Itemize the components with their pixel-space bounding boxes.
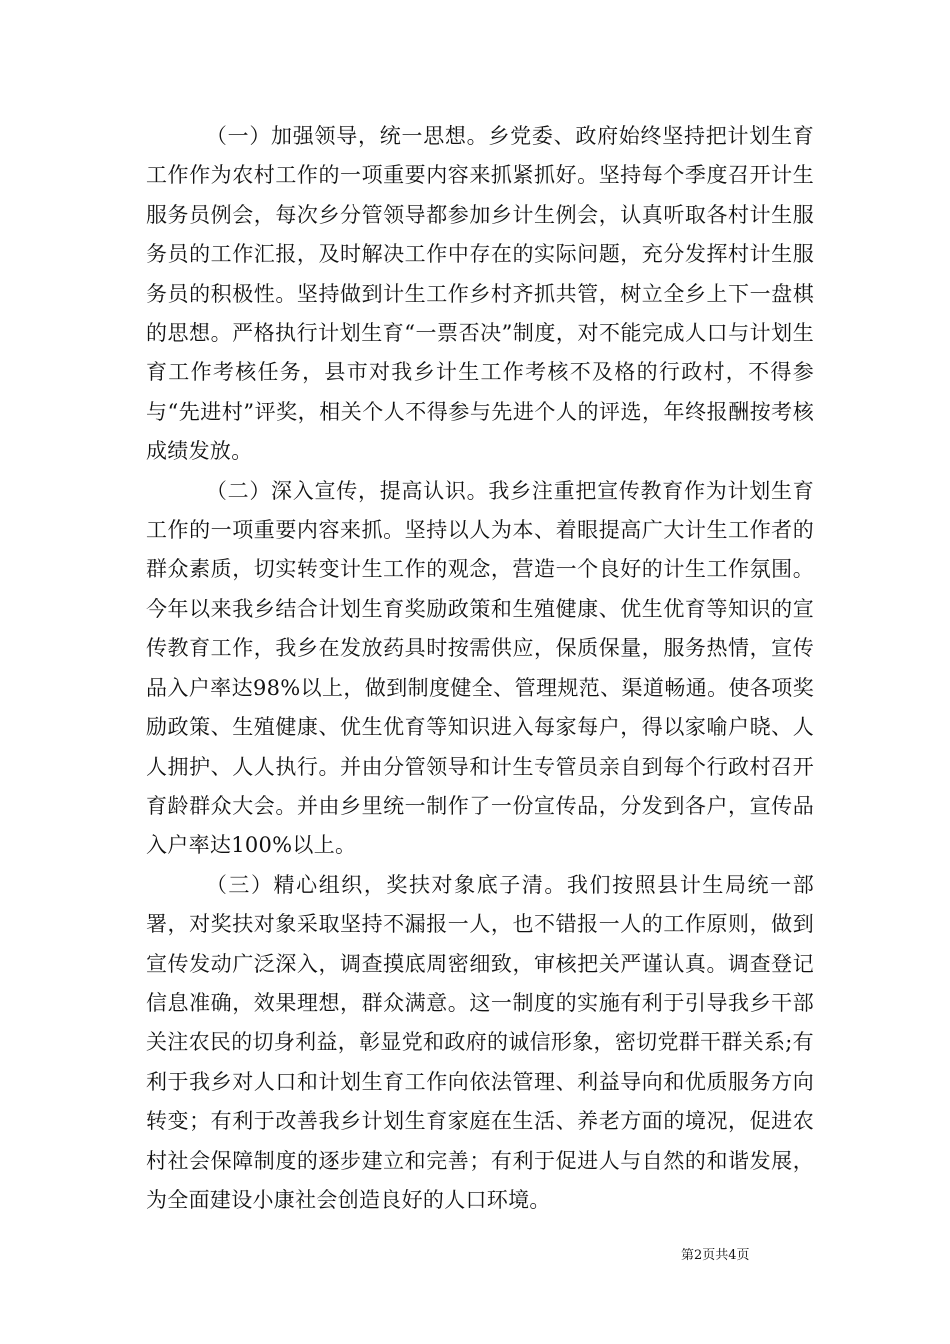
document-body	[146, 117, 814, 1220]
paragraph-3: （三）精心组织，奖扶对象底子清。我们按照县计生局统一部署，对奖扶对象采取坚持不漏报一人，也不错报一人的工作原则，做到宣传发动广泛深入，调查摸底周密细致，审核把关严谨认真。调查登记信息准确，效果理想，群众满意。这一制度的实施有利于引导我乡干部关注农民的切身利益，彰显党和政府的诚信形象，密切党群干群关系;有利于我乡对人口和计划生育工作向依法管理、利益导向和优质服务方向转变；有利于改善我乡计划生育家庭在生活、养老方面的境况，促进农村社会保障制度的逐步建立和完善；有利于促进人与自然的和谐发展，为全面建设小康社会创造良好的人口环境。	[146, 872, 814, 1212]
paragraph-2: （二）深入宣传，提高认识。我乡注重把宣传教育作为计划生育工作的一项重要内容来抓。坚持以人为本、着眼提高广大计生工作者的群众素质，切实转变计生工作的观念，营造一个良好的计生工作氛围。今年以来我乡结合计划生育奖励政策和生殖健康、优生优育等知识的宣传教育工作，我乡在发放药具时按需供应，保质保量，服务热情，宣传品入户率达98%以上，做到制度健全、管理规范、渠道畅通。使各项奖励政策、生殖健康、优生优育等知识进入每家每户，得以家喻户晓、人人拥护、人人执行。并由分管领导和计生专管员亲自到每个行政村召开育龄群众大会。并由乡里统一制作了一份宣传品，分发到各户，宣传品入户率达100%以上。	[146, 478, 814, 858]
page-number: 第2页共4页	[681, 1248, 750, 1263]
paragraph-1: （一）加强领导，统一思想。乡党委、政府始终坚持把计划生育工作作为农村工作的一项重要内容来抓紧抓好。坚持每个季度召开计生服务员例会，每次乡分管领导都参加乡计生例会，认真听取各村计生服务员的工作汇报，及时解决工作中存在的实际问题，充分发挥村计生服务员的积极性。坚持做到计生工作乡村齐抓共管，树立全乡上下一盘棋的思想。严格执行计划生育“一票否决”制度，对不能完成人口与计划生育工作考核任务，县市对我乡计生工作考核不及格的行政村，不得参与“先进村”评奖，相关个人不得参与先进个人的评选，年终报酬按考核成绩发放。	[146, 124, 814, 464]
